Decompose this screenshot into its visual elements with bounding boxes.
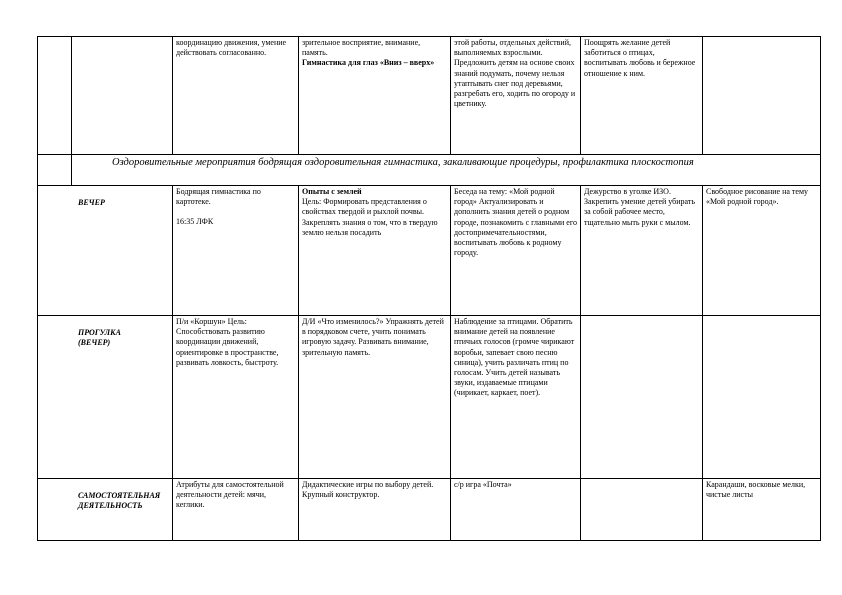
cell-walk-col3: Д/И «Что изменилось?» Упражнять детей в порядковом счете, учить понимать игровую задачу. Развивать внимание, зрительную память.: [299, 316, 451, 479]
table-row-top: [38, 37, 821, 155]
row-label-self: [38, 479, 173, 541]
cell-top-col6: [703, 37, 821, 155]
cell-self-col4: с/р игра «Почта»: [451, 479, 581, 541]
cell-self-col3: Дидактические игры по выбору детей. Крупный конструктор.: [299, 479, 451, 541]
evening-col3-text: Цель: Формировать представления о свойствах твердой и рыхлой почвы. Закреплять знания о том, что в твердую землю нельзя посадить: [302, 197, 438, 237]
row-label-walk: [38, 316, 173, 479]
evening-col3-bold: Опыты с землей: [302, 187, 362, 196]
cell-walk-col5: [581, 316, 703, 479]
row-label-walk-1: ПРОГУЛКА: [78, 328, 121, 337]
cell-top-col3: [299, 37, 451, 155]
table-row-walk: [38, 316, 821, 479]
top-col3-text: зрительное восприятие, внимание, память.: [302, 38, 421, 58]
cell-evening-col6: Свободное рисование на тему «Мой родной город».: [703, 186, 821, 316]
cell-walk-col2: П/и «Коршун» Цель: Способствовать развитию координации движений, ориентировке в пространстве, развивать ловкость, быстроту.: [173, 316, 299, 479]
cell-evening-col2: [173, 186, 299, 316]
cell-top-col4: этой работы, отдельных действий, выполняемых взрослыми. Предложить детям на основе своих знаний подумать, почему нельзя утаптывать снег под деревьями, разгребать его, ходить по огороду и цветнику.: [451, 37, 581, 155]
top-col3-bold: Гимнастика для глаз «Вниз – вверх»: [302, 58, 435, 68]
cell-top-col5: Поощрять желание детей заботиться о птицах, воспитывать любовь и бережное отношение к ним.: [581, 37, 703, 155]
cell-walk-col6: [703, 316, 821, 479]
cell-evening-col4: Беседа на тему: «Мой родной город» Актуализировать и дополнить знания детей о родном городе, познакомить с главными его достопримечательностями, воспитывать любовь к родному городу.: [451, 186, 581, 316]
cell-top-col2: координацию движения, умение действовать согласованно.: [173, 37, 299, 155]
cell-evening-col3: [299, 186, 451, 316]
evening-col2-b: 16:35 ЛФК: [176, 217, 214, 227]
evening-col2-a: Бодрящая гимнастика по картотеке.: [176, 187, 261, 207]
row-label-self-text: САМОСТОЯТЕЛЬНАЯ ДЕЯТЕЛЬНОСТЬ: [78, 491, 161, 511]
table-row-evening: [38, 186, 821, 316]
table-row-banner: [38, 155, 821, 186]
row-label-evening: [38, 186, 173, 316]
cell-empty: [72, 37, 173, 155]
cell-evening-col5: Дежурство в уголке ИЗО. Закрепить умение детей убирать за собой рабочее место, тщательно мыть руки с мылом.: [581, 186, 703, 316]
banner-text: Оздоровительные мероприятия бодрящая оздоровительная гимнастика, закаливающие процедуры, профилактика плоскостопия: [72, 155, 821, 186]
row-label-evening-text: ВЕЧЕР: [78, 198, 105, 207]
table-row-self: [38, 479, 821, 541]
cell-self-col6: Карандаши, восковые мелки, чистые листы: [703, 479, 821, 541]
cell-walk-col4: Наблюдение за птицами. Обратить внимание детей на появление птичьих голосов (громче чирикают воробьи, запевает свою песню синица), учить различать птиц по голосам. Учить детей называть звуки, издаваемые птицами (чирикает, каркает, поет).: [451, 316, 581, 479]
cell-empty-label: [38, 37, 72, 155]
cell-self-col5: [581, 479, 703, 541]
row-label-walk-2: (ВЕЧЕР): [78, 338, 111, 348]
schedule-table: [37, 36, 821, 541]
cell-banner-left: [38, 155, 72, 186]
cell-self-col2: Атрибуты для самостоятельной деятельности детей: мячи, кеглики.: [173, 479, 299, 541]
